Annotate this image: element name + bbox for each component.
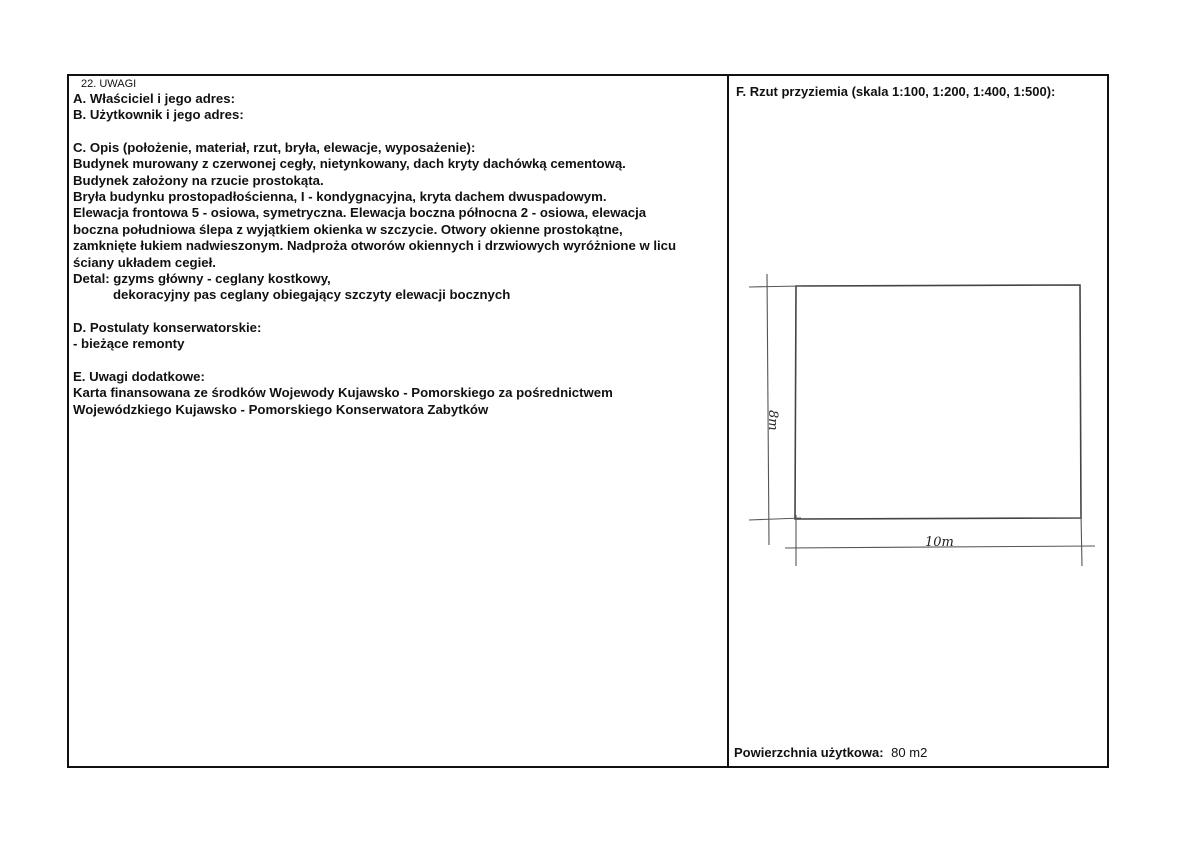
- description-line: Elewacja frontowa 5 - osiowa, symetryczna. Elewacja boczna północna 2 - osiowa, elewacja: [73, 205, 647, 221]
- height-tick-top: [749, 286, 801, 287]
- description-line: ściany układem cegieł.: [73, 254, 216, 270]
- remarks-line: Wojewódzkiego Kujawsko - Pomorskiego Konserwatora Zabytków: [73, 401, 489, 417]
- height-tick-bottom: [749, 518, 801, 520]
- description-heading: C. Opis (położenie, materiał, rzut, bryła, elewacje, wyposażenie):: [73, 139, 476, 155]
- owner-heading: A. Właściciel i jego adres:: [73, 91, 235, 106]
- remarks-heading: E. Uwagi dodatkowe:: [73, 368, 205, 384]
- remarks-column: [73, 77, 725, 418]
- usable-area: [734, 745, 927, 760]
- area-label: Powierzchnia użytkowa:: [734, 745, 884, 760]
- description-line: zamknięte łukiem nadwieszonym. Nadproża otworów okiennych i drzwiowych wyróżnione w licu: [73, 238, 677, 254]
- description-line: Budynek założony na rzucie prostokąta.: [73, 172, 324, 188]
- section-label: 22. UWAGI: [81, 78, 137, 90]
- detail-continuation: dekoracyjny pas ceglany obiegający szczyty elewacji bocznych: [113, 287, 511, 303]
- plan-width-label: 10m: [925, 535, 954, 550]
- building-outline: [795, 285, 1081, 519]
- plan-heading: F. Rzut przyziemia (skala 1:100, 1:200, 1:400, 1:500):: [736, 84, 1056, 99]
- plan-height-label: 8m: [765, 410, 780, 431]
- ground-floor-plan-sketch: [735, 270, 1105, 570]
- area-value: 80 m2: [891, 745, 928, 760]
- postulates-item: - bieżące remonty: [73, 336, 185, 352]
- postulates-heading: D. Postulaty konserwatorskie:: [73, 319, 262, 335]
- description-line: Detal: gzyms główny - ceglany kostkowy,: [73, 271, 331, 287]
- remarks-line: Karta finansowana ze środków Wojewody Kujawsko - Pomorskiego za pośrednictwem: [73, 385, 613, 401]
- description-line: Budynek murowany z czerwonej cegły, nietynkowany, dach kryty dachówką cementową.: [73, 156, 626, 172]
- user-heading: B. Użytkownik i jego adres:: [73, 107, 244, 123]
- description-line: boczna południowa ślepa z wyjątkiem okienka w szczycie. Otwory okienne prostokątne,: [73, 221, 623, 237]
- width-tick-right: [1081, 514, 1082, 566]
- description-line: Bryła budynku prostopadłościenna, I - kondygnacyjna, kryta dachem dwuspadowym.: [73, 189, 607, 205]
- column-divider: [727, 74, 729, 768]
